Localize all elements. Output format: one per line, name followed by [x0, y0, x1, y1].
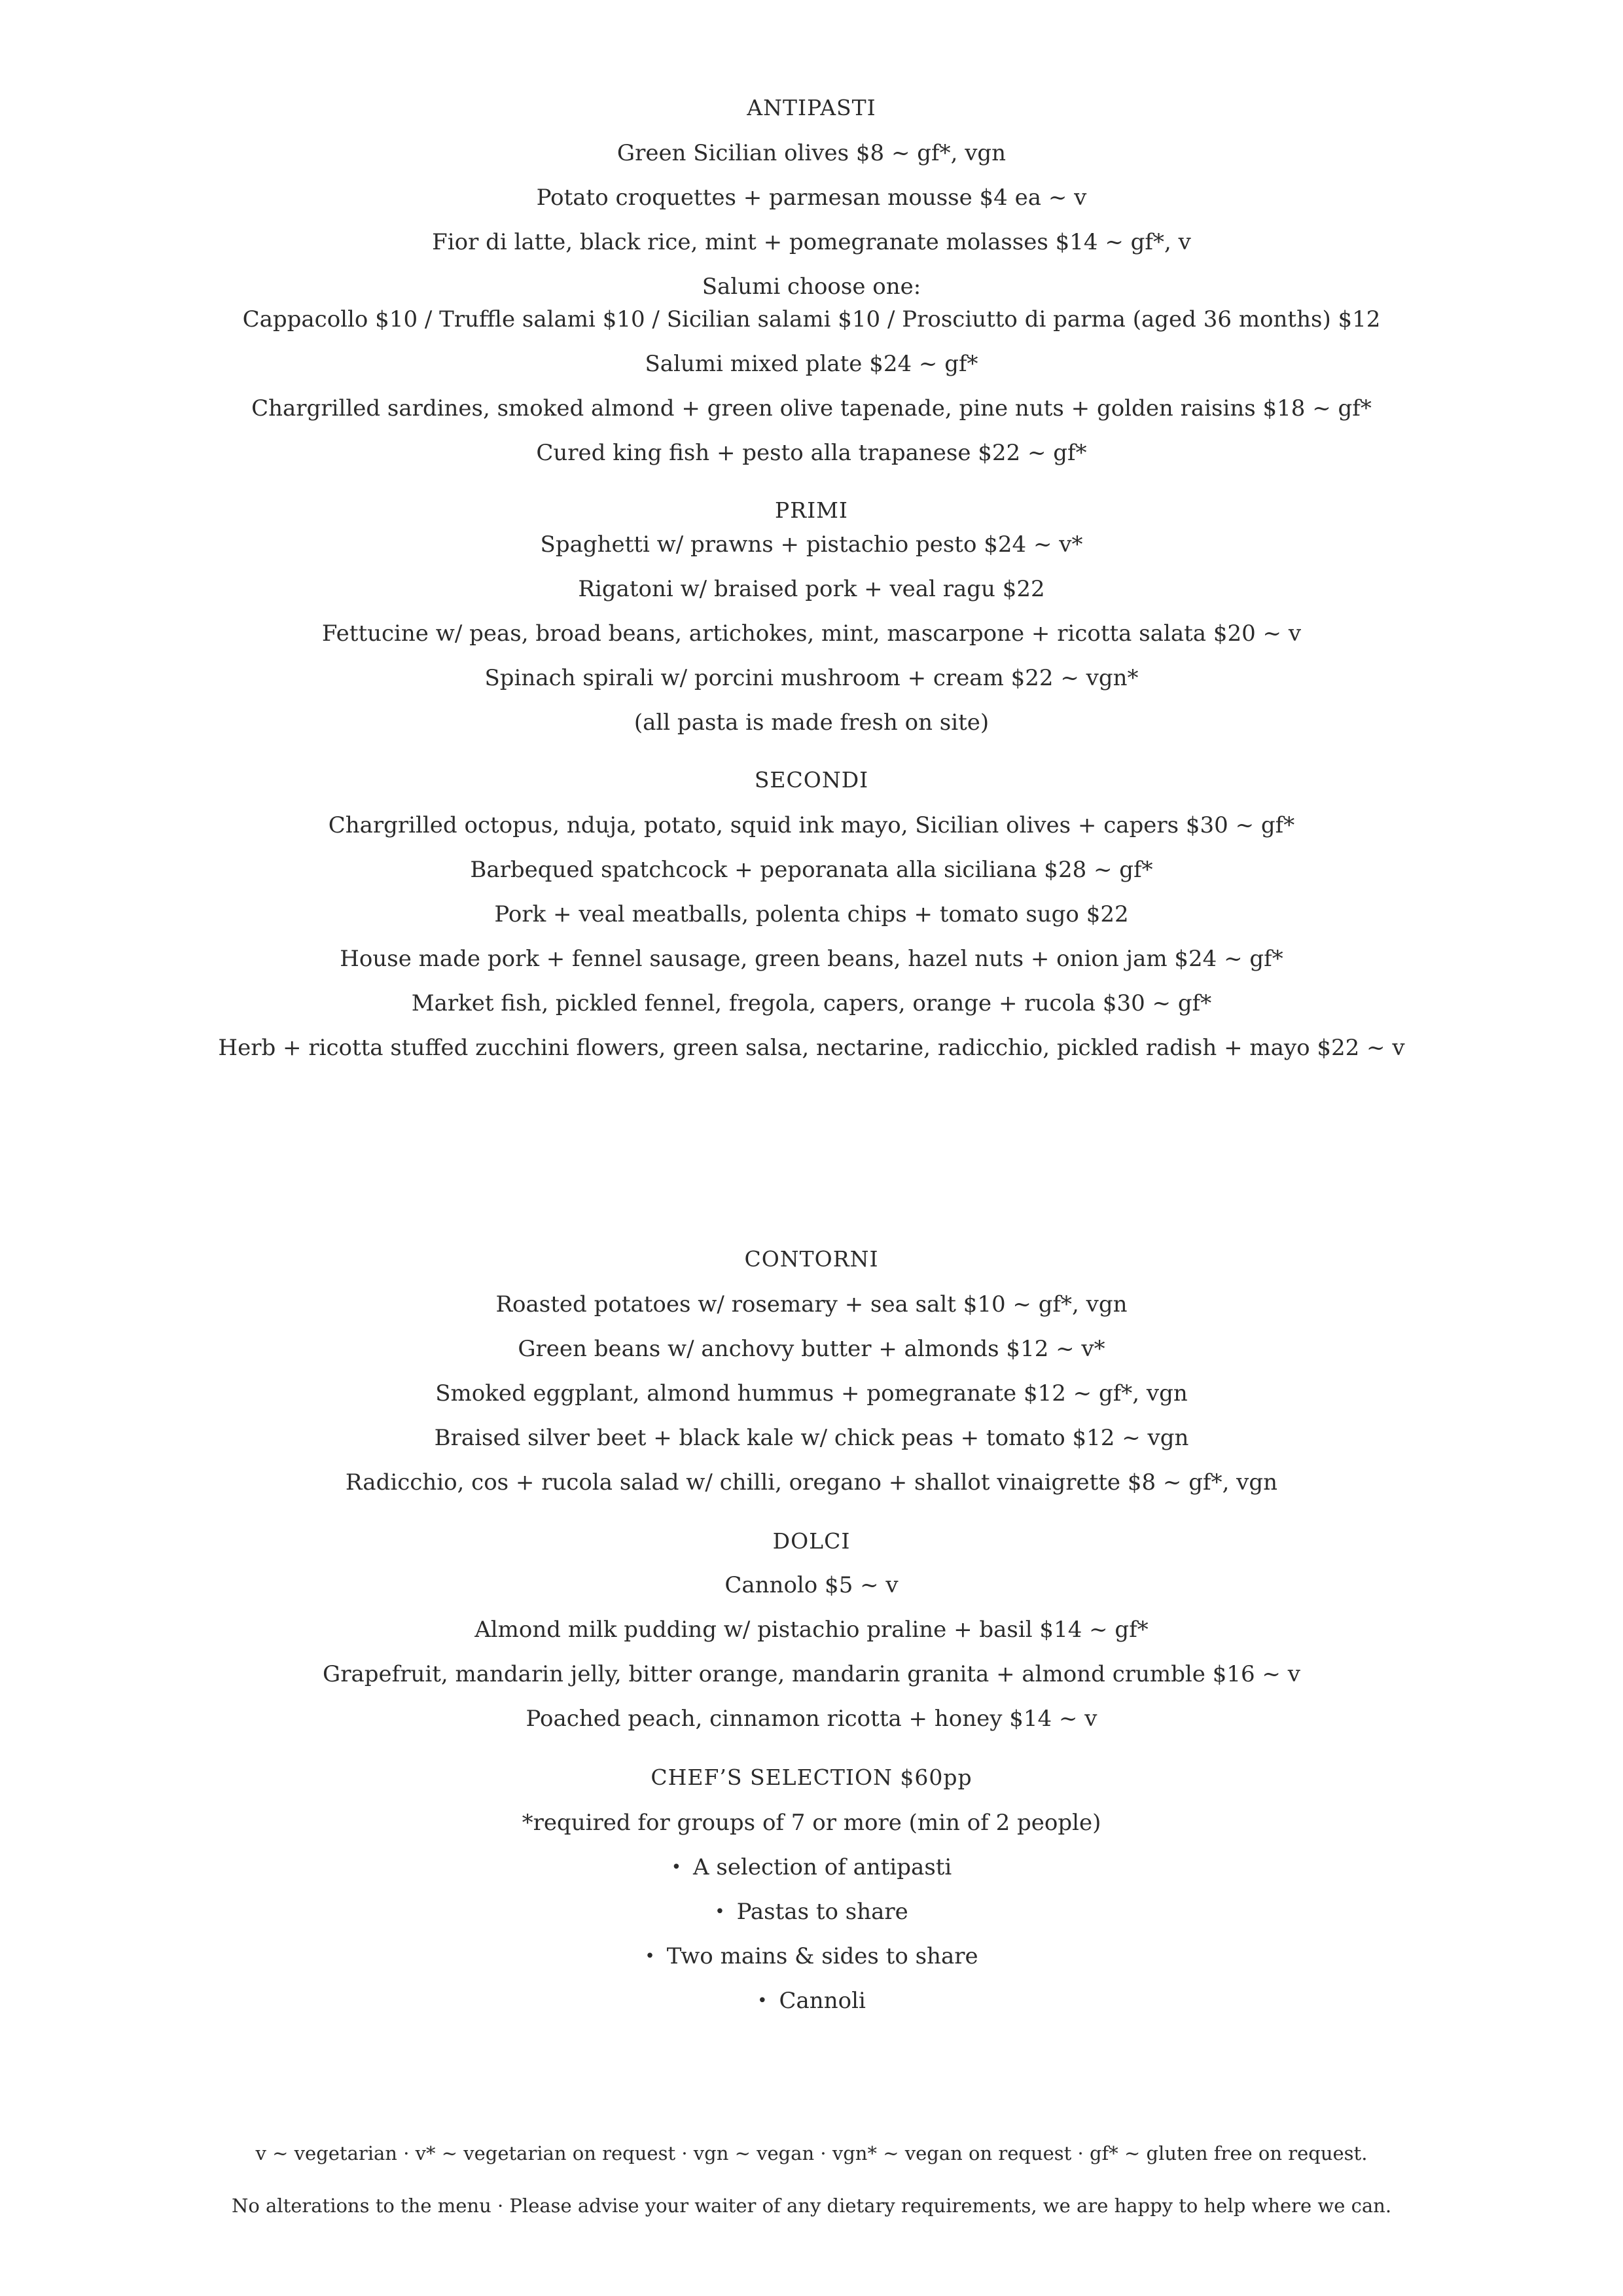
antipasti-salumi-options: Cappacollo $10 / Truffle salami $10 / Sicilian salami $10 / Prosciutto di parma (aged 36 months) $12 [242, 306, 1381, 332]
primi-item: Fettucine w/ peas, broad beans, artichokes, mint, mascarpone + ricotta salata $20 ~ v [321, 620, 1302, 647]
contorni-heading: CONTORNI [744, 1246, 879, 1272]
contorni-item: Smoked eggplant, almond hummus + pomegranate $12 ~ gf*, vgn [435, 1380, 1188, 1407]
chefs-selection-item-text: • Two mains & sides to share [645, 1943, 978, 1969]
contorni-item: Roasted potatoes w/ rosemary + sea salt $10 ~ gf*, vgn [495, 1291, 1128, 1318]
primi-heading: PRIMI [775, 497, 848, 523]
chefs-selection-item-text: • A selection of antipasti [671, 1854, 952, 1880]
chefs-selection-item-text: • Pastas to share [715, 1899, 908, 1925]
secondi-item: Market fish, pickled fennel, fregola, capers, orange + rucola $30 ~ gf* [411, 990, 1212, 1016]
contorni-item: Radicchio, cos + rucola salad w/ chilli, oregano + shallot vinaigrette $8 ~ gf*, vgn [345, 1469, 1278, 1496]
chefs-selection-item [0, 1852, 1623, 1882]
antipasti-item: Potato croquettes + parmesan mousse $4 ea ~ v [536, 185, 1087, 211]
primi-note: (all pasta is made fresh on site) [633, 709, 990, 736]
antipasti-salumi-label: Salumi choose one: [702, 274, 921, 300]
chefs-selection-item [0, 1897, 1623, 1927]
dolci-item: Cannolo $5 ~ v [724, 1572, 899, 1598]
chefs-selection-note: *required for groups of 7 or more (min of 2 people) [522, 1810, 1101, 1836]
primi-item: Spinach spirali w/ porcini mushroom + cream $22 ~ vgn* [484, 665, 1139, 691]
antipasti-item: Fior di latte, black rice, mint + pomegranate molasses $14 ~ gf*, v [432, 229, 1191, 255]
dolci-item: Grapefruit, mandarin jelly, bitter orange, mandarin granita + almond crumble $16 ~ v [323, 1661, 1300, 1687]
secondi-heading: SECONDI [754, 767, 869, 793]
primi-item: Rigatoni w/ braised pork + veal ragu $22 [578, 576, 1045, 602]
dietary-advice: No alterations to the menu · Please advise your waiter of any dietary requirements, we are happy to help where we can. [231, 2195, 1392, 2217]
dolci-item: Almond milk pudding w/ pistachio praline + basil $14 ~ gf* [474, 1617, 1149, 1643]
dolci-item: Poached peach, cinnamon ricotta + honey $14 ~ v [526, 1706, 1097, 1732]
chefs-selection-item [0, 1941, 1623, 1971]
antipasti-item: Cured king fish + pesto alla trapanese $22 ~ gf* [536, 440, 1087, 466]
primi-item: Spaghetti w/ prawns + pistachio pesto $24 ~ v* [540, 531, 1083, 558]
chefs-selection-item-text: • Cannoli [757, 1988, 866, 2014]
dolci-heading: DOLCI [772, 1528, 851, 1554]
secondi-item: Pork + veal meatballs, polenta chips + tomato sugo $22 [494, 901, 1129, 927]
secondi-item: Chargrilled octopus, nduja, potato, squid ink mayo, Sicilian olives + capers $30 ~ gf* [328, 812, 1295, 838]
antipasti-item: Chargrilled sardines, smoked almond + green olive tapenade, pine nuts + golden raisins $18 ~ gf* [251, 395, 1372, 422]
chefs-selection-heading: CHEF’S SELECTION $60pp [651, 1765, 972, 1790]
antipasti-section [0, 94, 1623, 122]
secondi-item: House made pork + fennel sausage, green beans, hazel nuts + onion jam $24 ~ gf* [340, 946, 1283, 972]
antipasti-item: Salumi mixed plate $24 ~ gf* [645, 351, 978, 377]
antipasti-item: Green Sicilian olives $8 ~ gf*, vgn [616, 140, 1007, 166]
contorni-item: Green beans w/ anchovy butter + almonds $12 ~ v* [518, 1336, 1105, 1362]
antipasti-heading: ANTIPASTI [747, 95, 876, 120]
contorni-item: Braised silver beet + black kale w/ chick peas + tomato $12 ~ vgn [434, 1425, 1189, 1451]
secondi-item: Barbequed spatchcock + peporanata alla siciliana $28 ~ gf* [470, 857, 1153, 883]
dietary-legend: v ~ vegetarian · v* ~ vegetarian on request · vgn ~ vegan · vgn* ~ vegan on request · gf* ~ gluten free on request. [255, 2142, 1368, 2164]
secondi-item: Herb + ricotta stuffed zucchini flowers, green salsa, nectarine, radicchio, pickled radish + mayo $22 ~ v [218, 1035, 1405, 1061]
chefs-selection-item [0, 1986, 1623, 2016]
